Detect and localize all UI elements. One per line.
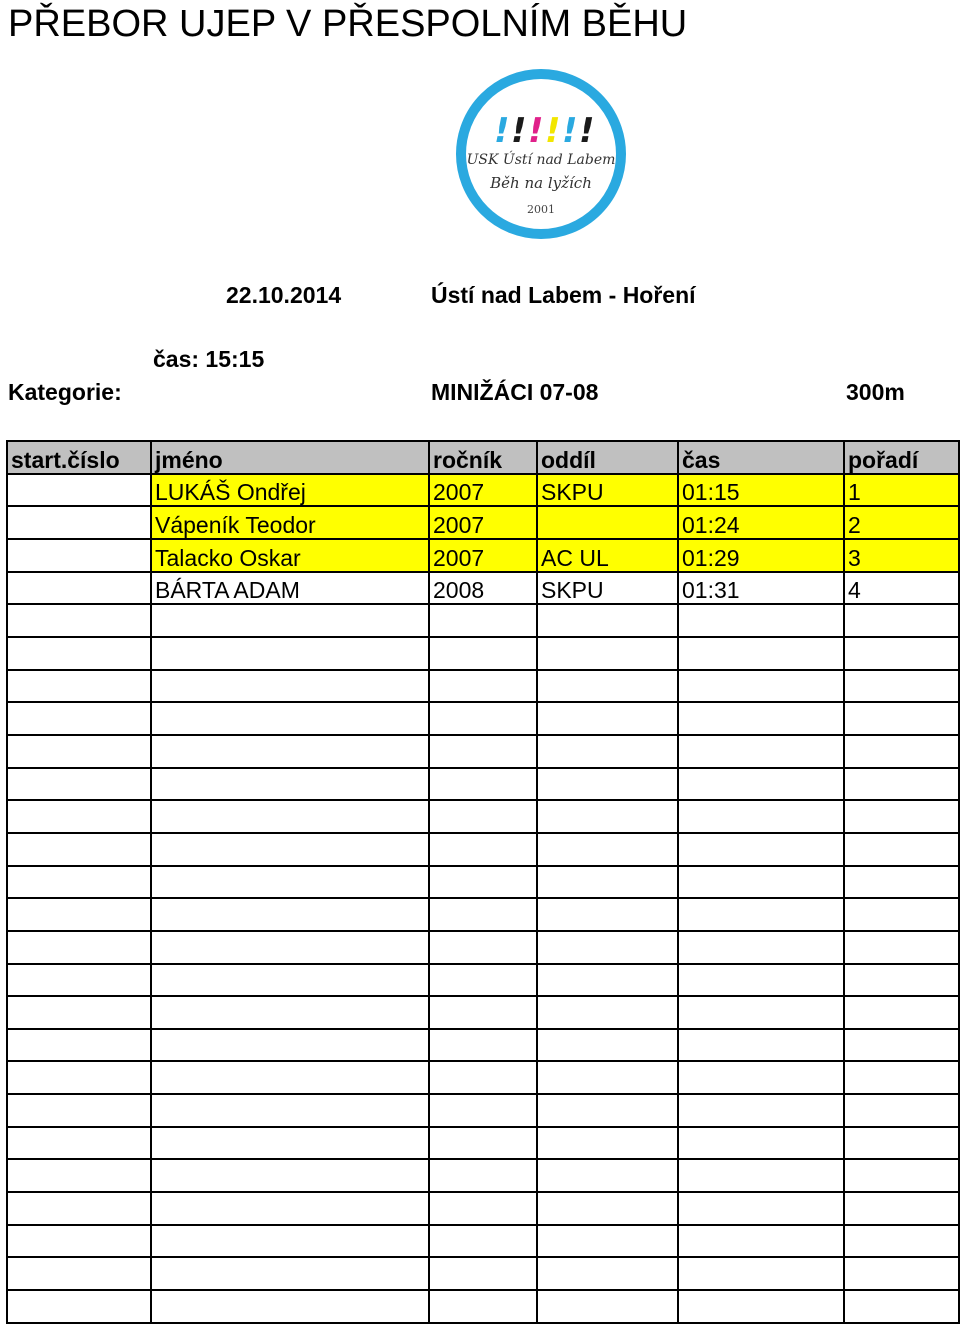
cell-rank: 1: [844, 474, 959, 507]
table-row: [7, 506, 959, 539]
empty-cell: [151, 670, 429, 703]
empty-cell: [678, 768, 844, 801]
empty-cell: [678, 996, 844, 1029]
empty-cell: [844, 735, 959, 768]
empty-cell: [537, 833, 678, 866]
empty-cell: [151, 1029, 429, 1062]
empty-cell: [537, 898, 678, 931]
empty-cell: [7, 1192, 151, 1225]
empty-cell: [678, 1061, 844, 1094]
empty-table-row: [7, 1061, 959, 1094]
empty-cell: [429, 996, 537, 1029]
empty-cell: [151, 1290, 429, 1323]
empty-cell: [537, 1061, 678, 1094]
empty-table-row: [7, 1029, 959, 1062]
empty-cell: [151, 1127, 429, 1160]
empty-cell: [537, 1257, 678, 1290]
empty-table-row: [7, 1225, 959, 1258]
empty-cell: [678, 1127, 844, 1160]
empty-cell: [7, 1225, 151, 1258]
cell-start-number: [7, 506, 151, 539]
empty-table-row: [7, 866, 959, 899]
empty-table-row: [7, 1290, 959, 1323]
event-place: Ústí nad Labem - Hoření: [431, 282, 696, 308]
empty-cell: [7, 1257, 151, 1290]
logo-exclamation-mark: !: [545, 111, 561, 151]
logo-exclamation-mark: !: [494, 111, 510, 151]
empty-cell: [844, 702, 959, 735]
empty-cell: [429, 964, 537, 997]
table-row: [7, 474, 959, 507]
empty-cell: [7, 735, 151, 768]
empty-cell: [151, 1225, 429, 1258]
cell-birth-year: 2007: [429, 474, 537, 507]
empty-cell: [537, 1225, 678, 1258]
cell-start-number: [7, 539, 151, 572]
column-header-birth-year: ročník: [429, 441, 537, 474]
cell-club: [537, 506, 678, 539]
empty-cell: [429, 637, 537, 670]
event-time: čas: 15:15: [153, 346, 265, 372]
empty-cell: [7, 670, 151, 703]
empty-cell: [7, 637, 151, 670]
cell-name: LUKÁŠ Ondřej: [151, 474, 429, 507]
empty-cell: [7, 1061, 151, 1094]
empty-cell: [429, 1127, 537, 1160]
empty-cell: [678, 1159, 844, 1192]
empty-cell: [7, 702, 151, 735]
empty-table-row: [7, 800, 959, 833]
empty-cell: [844, 1290, 959, 1323]
empty-cell: [678, 702, 844, 735]
empty-cell: [7, 1290, 151, 1323]
empty-cell: [537, 1192, 678, 1225]
empty-cell: [844, 931, 959, 964]
empty-cell: [537, 1290, 678, 1323]
cell-birth-year: 2007: [429, 539, 537, 572]
empty-table-row: [7, 1159, 959, 1192]
empty-cell: [151, 931, 429, 964]
empty-cell: [844, 604, 959, 637]
empty-cell: [537, 702, 678, 735]
empty-table-row: [7, 1127, 959, 1160]
results-table: [6, 440, 960, 1324]
column-header-club: oddíl: [537, 441, 678, 474]
column-header-start-number: start.číslo: [7, 441, 151, 474]
empty-cell: [151, 1061, 429, 1094]
page-title: PŘEBOR UJEP V PŘESPOLNÍM BĚHU: [8, 3, 688, 45]
cell-time: 01:24: [678, 506, 844, 539]
empty-cell: [678, 931, 844, 964]
empty-cell: [678, 1257, 844, 1290]
empty-cell: [844, 1257, 959, 1290]
empty-cell: [429, 670, 537, 703]
column-header-name: jméno: [151, 441, 429, 474]
empty-cell: [7, 996, 151, 1029]
empty-cell: [151, 768, 429, 801]
empty-cell: [844, 866, 959, 899]
empty-cell: [7, 931, 151, 964]
logo-exclamation-mark: !: [528, 111, 544, 151]
logo-exclamation-mark: !: [511, 111, 527, 151]
empty-table-row: [7, 604, 959, 637]
table-row: [7, 572, 959, 605]
empty-cell: [844, 670, 959, 703]
empty-cell: [151, 898, 429, 931]
empty-cell: [678, 1029, 844, 1062]
empty-table-row: [7, 702, 959, 735]
empty-cell: [844, 1192, 959, 1225]
category-label: Kategorie:: [8, 379, 122, 405]
empty-cell: [151, 735, 429, 768]
empty-cell: [429, 604, 537, 637]
empty-cell: [429, 1029, 537, 1062]
empty-cell: [7, 800, 151, 833]
empty-cell: [844, 637, 959, 670]
cell-rank: 3: [844, 539, 959, 572]
table-row: [7, 539, 959, 572]
empty-table-row: [7, 735, 959, 768]
empty-cell: [429, 800, 537, 833]
empty-table-row: [7, 996, 959, 1029]
empty-cell: [678, 833, 844, 866]
empty-cell: [678, 670, 844, 703]
distance: 300m: [846, 379, 905, 405]
empty-table-row: [7, 898, 959, 931]
empty-cell: [429, 1192, 537, 1225]
empty-cell: [537, 996, 678, 1029]
empty-cell: [537, 800, 678, 833]
empty-cell: [844, 898, 959, 931]
empty-cell: [7, 898, 151, 931]
empty-cell: [151, 833, 429, 866]
empty-cell: [537, 1094, 678, 1127]
empty-cell: [844, 1159, 959, 1192]
table-header-row: [7, 441, 959, 474]
empty-cell: [7, 866, 151, 899]
empty-cell: [537, 1159, 678, 1192]
empty-cell: [7, 1127, 151, 1160]
cell-club: AC UL: [537, 539, 678, 572]
empty-cell: [844, 833, 959, 866]
empty-cell: [537, 604, 678, 637]
cell-start-number: [7, 572, 151, 605]
empty-cell: [7, 604, 151, 637]
empty-cell: [151, 996, 429, 1029]
empty-cell: [7, 768, 151, 801]
empty-cell: [151, 866, 429, 899]
column-header-rank: pořadí: [844, 441, 959, 474]
empty-cell: [7, 964, 151, 997]
empty-cell: [151, 1159, 429, 1192]
empty-cell: [678, 1225, 844, 1258]
empty-cell: [429, 1061, 537, 1094]
empty-cell: [537, 735, 678, 768]
empty-table-row: [7, 964, 959, 997]
category-name: MINIŽÁCI 07-08: [431, 379, 599, 405]
cell-rank: 2: [844, 506, 959, 539]
cell-name: BÁRTA ADAM: [151, 572, 429, 605]
empty-cell: [429, 702, 537, 735]
empty-cell: [429, 1159, 537, 1192]
empty-cell: [844, 964, 959, 997]
empty-cell: [537, 1029, 678, 1062]
empty-cell: [537, 964, 678, 997]
empty-cell: [151, 964, 429, 997]
empty-table-row: [7, 833, 959, 866]
empty-table-row: [7, 1094, 959, 1127]
empty-cell: [7, 1159, 151, 1192]
empty-cell: [678, 964, 844, 997]
empty-cell: [678, 1290, 844, 1323]
empty-cell: [678, 735, 844, 768]
empty-cell: [537, 637, 678, 670]
empty-cell: [678, 800, 844, 833]
event-date: 22.10.2014: [226, 282, 342, 308]
empty-cell: [429, 1290, 537, 1323]
cell-birth-year: 2008: [429, 572, 537, 605]
cell-club: SKPU: [537, 572, 678, 605]
empty-cell: [7, 833, 151, 866]
svg-text:USK Ústí nad Labem: USK Ústí nad Labem: [466, 152, 616, 168]
logo-exclamation-mark: !: [579, 111, 595, 151]
empty-cell: [678, 637, 844, 670]
logo-exclamation-mark: !: [562, 111, 578, 151]
cell-name: Vápeník Teodor: [151, 506, 429, 539]
empty-cell: [151, 1257, 429, 1290]
empty-table-row: [7, 768, 959, 801]
club-logo: [444, 66, 638, 244]
empty-cell: [844, 1094, 959, 1127]
empty-table-row: [7, 931, 959, 964]
empty-cell: [537, 1127, 678, 1160]
empty-cell: [429, 833, 537, 866]
empty-cell: [151, 702, 429, 735]
empty-cell: [678, 604, 844, 637]
empty-cell: [844, 1225, 959, 1258]
empty-cell: [537, 931, 678, 964]
empty-cell: [7, 1029, 151, 1062]
empty-table-row: [7, 1192, 959, 1225]
cell-rank: 4: [844, 572, 959, 605]
empty-table-row: [7, 637, 959, 670]
empty-table-row: [7, 670, 959, 703]
empty-cell: [844, 1029, 959, 1062]
empty-cell: [537, 670, 678, 703]
empty-cell: [844, 1061, 959, 1094]
empty-cell: [429, 866, 537, 899]
empty-cell: [429, 735, 537, 768]
empty-cell: [151, 637, 429, 670]
empty-cell: [151, 800, 429, 833]
empty-cell: [678, 1192, 844, 1225]
empty-cell: [429, 898, 537, 931]
cell-birth-year: 2007: [429, 506, 537, 539]
column-header-time: čas: [678, 441, 844, 474]
empty-cell: [429, 1094, 537, 1127]
empty-cell: [537, 768, 678, 801]
svg-text:Běh na lyžích: Běh na lyžích: [490, 174, 592, 192]
club-logo-image: [444, 66, 638, 244]
cell-start-number: [7, 474, 151, 507]
empty-cell: [844, 996, 959, 1029]
empty-cell: [678, 1094, 844, 1127]
empty-cell: [7, 1094, 151, 1127]
cell-time: 01:15: [678, 474, 844, 507]
empty-cell: [678, 898, 844, 931]
empty-cell: [151, 1192, 429, 1225]
empty-cell: [429, 768, 537, 801]
empty-cell: [151, 604, 429, 637]
cell-time: 01:29: [678, 539, 844, 572]
empty-cell: [678, 866, 844, 899]
empty-cell: [151, 1094, 429, 1127]
svg-text:2001: 2001: [527, 203, 555, 216]
empty-cell: [537, 866, 678, 899]
empty-cell: [844, 768, 959, 801]
empty-cell: [429, 1257, 537, 1290]
empty-table-row: [7, 1257, 959, 1290]
empty-cell: [429, 931, 537, 964]
empty-cell: [844, 1127, 959, 1160]
empty-cell: [429, 1225, 537, 1258]
empty-cell: [844, 800, 959, 833]
cell-time: 01:31: [678, 572, 844, 605]
cell-club: SKPU: [537, 474, 678, 507]
cell-name: Talacko Oskar: [151, 539, 429, 572]
